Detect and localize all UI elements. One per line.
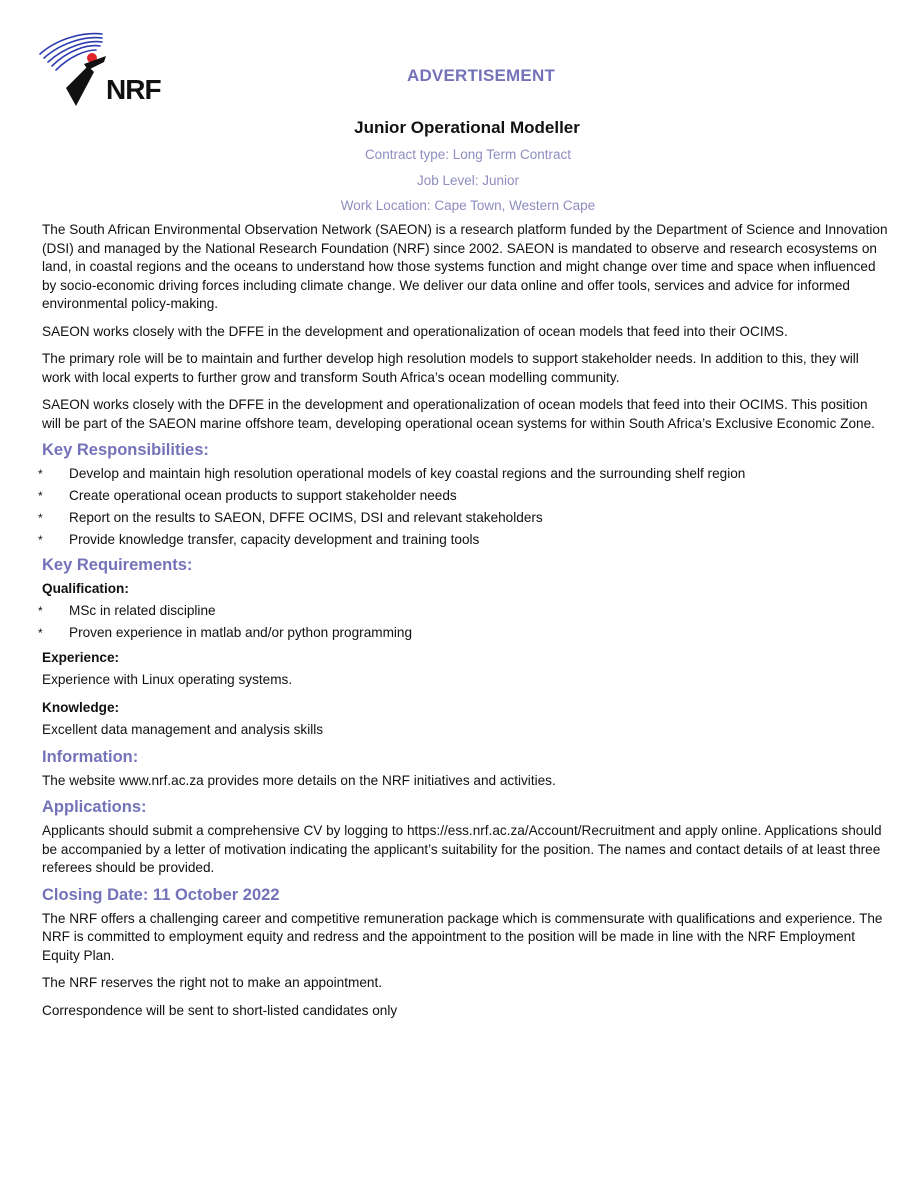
information-text: The website www.nrf.ac.za provides more details on the NRF initiatives and activities.	[42, 772, 556, 788]
list-item	[38, 531, 888, 550]
nrf-logo-text: NRF	[106, 74, 161, 105]
job-title: Junior Operational Modeller	[354, 118, 580, 137]
intro-paragraph-4: SAEON works closely with the DFFE in the development and operationalization of ocean models that feed into their OCIMS. This position will be part of the SAEON marine offshore team, developing operational ocean systems for within South Africa’s Exclusive Economic Zone.	[42, 397, 875, 431]
intro-paragraph-1: The South African Environmental Observation Network (SAEON) is a research platform funded by the Department of Science and Innovation (DSI) and managed by the National Research Foundation (NRF) since 2002. SAEON is mandated to observe and research ecosystems on land, in coastal regions and the oceans to understand how those systems function and might change over time and space when influenced by socio-economic driving forces including climate change. We deliver our data online and offer tools, services and advice for informed environmental policy-making.	[42, 222, 888, 311]
bullet-asterisk: *	[38, 489, 43, 503]
bullet-asterisk: *	[38, 533, 43, 547]
list-item	[38, 624, 888, 643]
key-responsibilities-heading: Key Responsibilities:	[42, 441, 209, 459]
contract-type: Contract type: Long Term Contract	[364, 147, 572, 162]
closing-paragraph-1: The NRF offers a challenging career and competitive remuneration package which is commensurate with qualifications and experience. The NRF is committed to employment equity and redress and the appointment to the position will be made in line with the NRF Employment Equity Plan.	[42, 910, 883, 963]
knowledge-text: Excellent data management and analysis skills	[42, 722, 324, 737]
qualification-heading: Qualification:	[42, 580, 129, 596]
list-item-text: Report on the results to SAEON, DFFE OCIMS, DSI and relevant stakeholders	[69, 510, 543, 525]
job-level: Job Level: Junior	[416, 173, 520, 188]
applications-text: Applicants should submit a comprehensive CV by logging to https://ess.nrf.ac.za/Account/Recruitment and apply online. Applications should be accompanied by a letter of motivation indicating the applicant’s suitability for the position. The names and contact details of at least three referees should be provided.	[42, 823, 882, 875]
qualification-list	[38, 602, 888, 643]
bullet-asterisk: *	[38, 467, 43, 481]
list-item-text: Develop and maintain high resolution operational models of key coastal regions and the surrounding shelf region	[69, 466, 746, 481]
list-item	[38, 509, 888, 528]
list-item-text: Proven experience in matlab and/or python programming	[69, 625, 413, 640]
information-heading: Information:	[42, 747, 139, 766]
bullet-asterisk: *	[38, 626, 43, 640]
applications-heading: Applications:	[42, 798, 147, 816]
knowledge-heading: Knowledge:	[42, 699, 120, 715]
closing-paragraph-3: Correspondence will be sent to short-listed candidates only	[42, 1002, 398, 1018]
list-item	[38, 602, 888, 621]
experience-heading: Experience:	[42, 649, 120, 665]
closing-paragraph-2: The NRF reserves the right not to make an appointment.	[42, 975, 383, 990]
closing-date-heading: Closing Date: 11 October 2022	[42, 885, 280, 904]
advertisement-heading: ADVERTISEMENT	[406, 66, 556, 85]
intro-paragraph-2: SAEON works closely with the DFFE in the development and operationalization of ocean models that feed into their OCIMS.	[42, 323, 788, 339]
bullet-asterisk: *	[38, 604, 43, 618]
advertisement-body	[38, 221, 888, 1029]
responsibilities-list	[38, 465, 888, 550]
bullet-asterisk: *	[38, 511, 43, 525]
list-item	[38, 487, 888, 506]
list-item-text: Provide knowledge transfer, capacity development and training tools	[69, 532, 480, 547]
list-item-text: MSc in related discipline	[69, 603, 216, 618]
experience-text: Experience with Linux operating systems.	[42, 672, 293, 687]
work-location: Work Location: Cape Town, Western Cape	[340, 198, 596, 213]
list-item-text: Create operational ocean products to support stakeholder needs	[69, 488, 457, 503]
key-requirements-heading: Key Requirements:	[42, 555, 193, 574]
intro-paragraph-3: The primary role will be to maintain and further develop high resolution models to support stakeholder needs. In addition to this, they will work with local experts to further grow and transform South Africa’s ocean modelling community.	[42, 351, 859, 385]
list-item	[38, 465, 888, 484]
